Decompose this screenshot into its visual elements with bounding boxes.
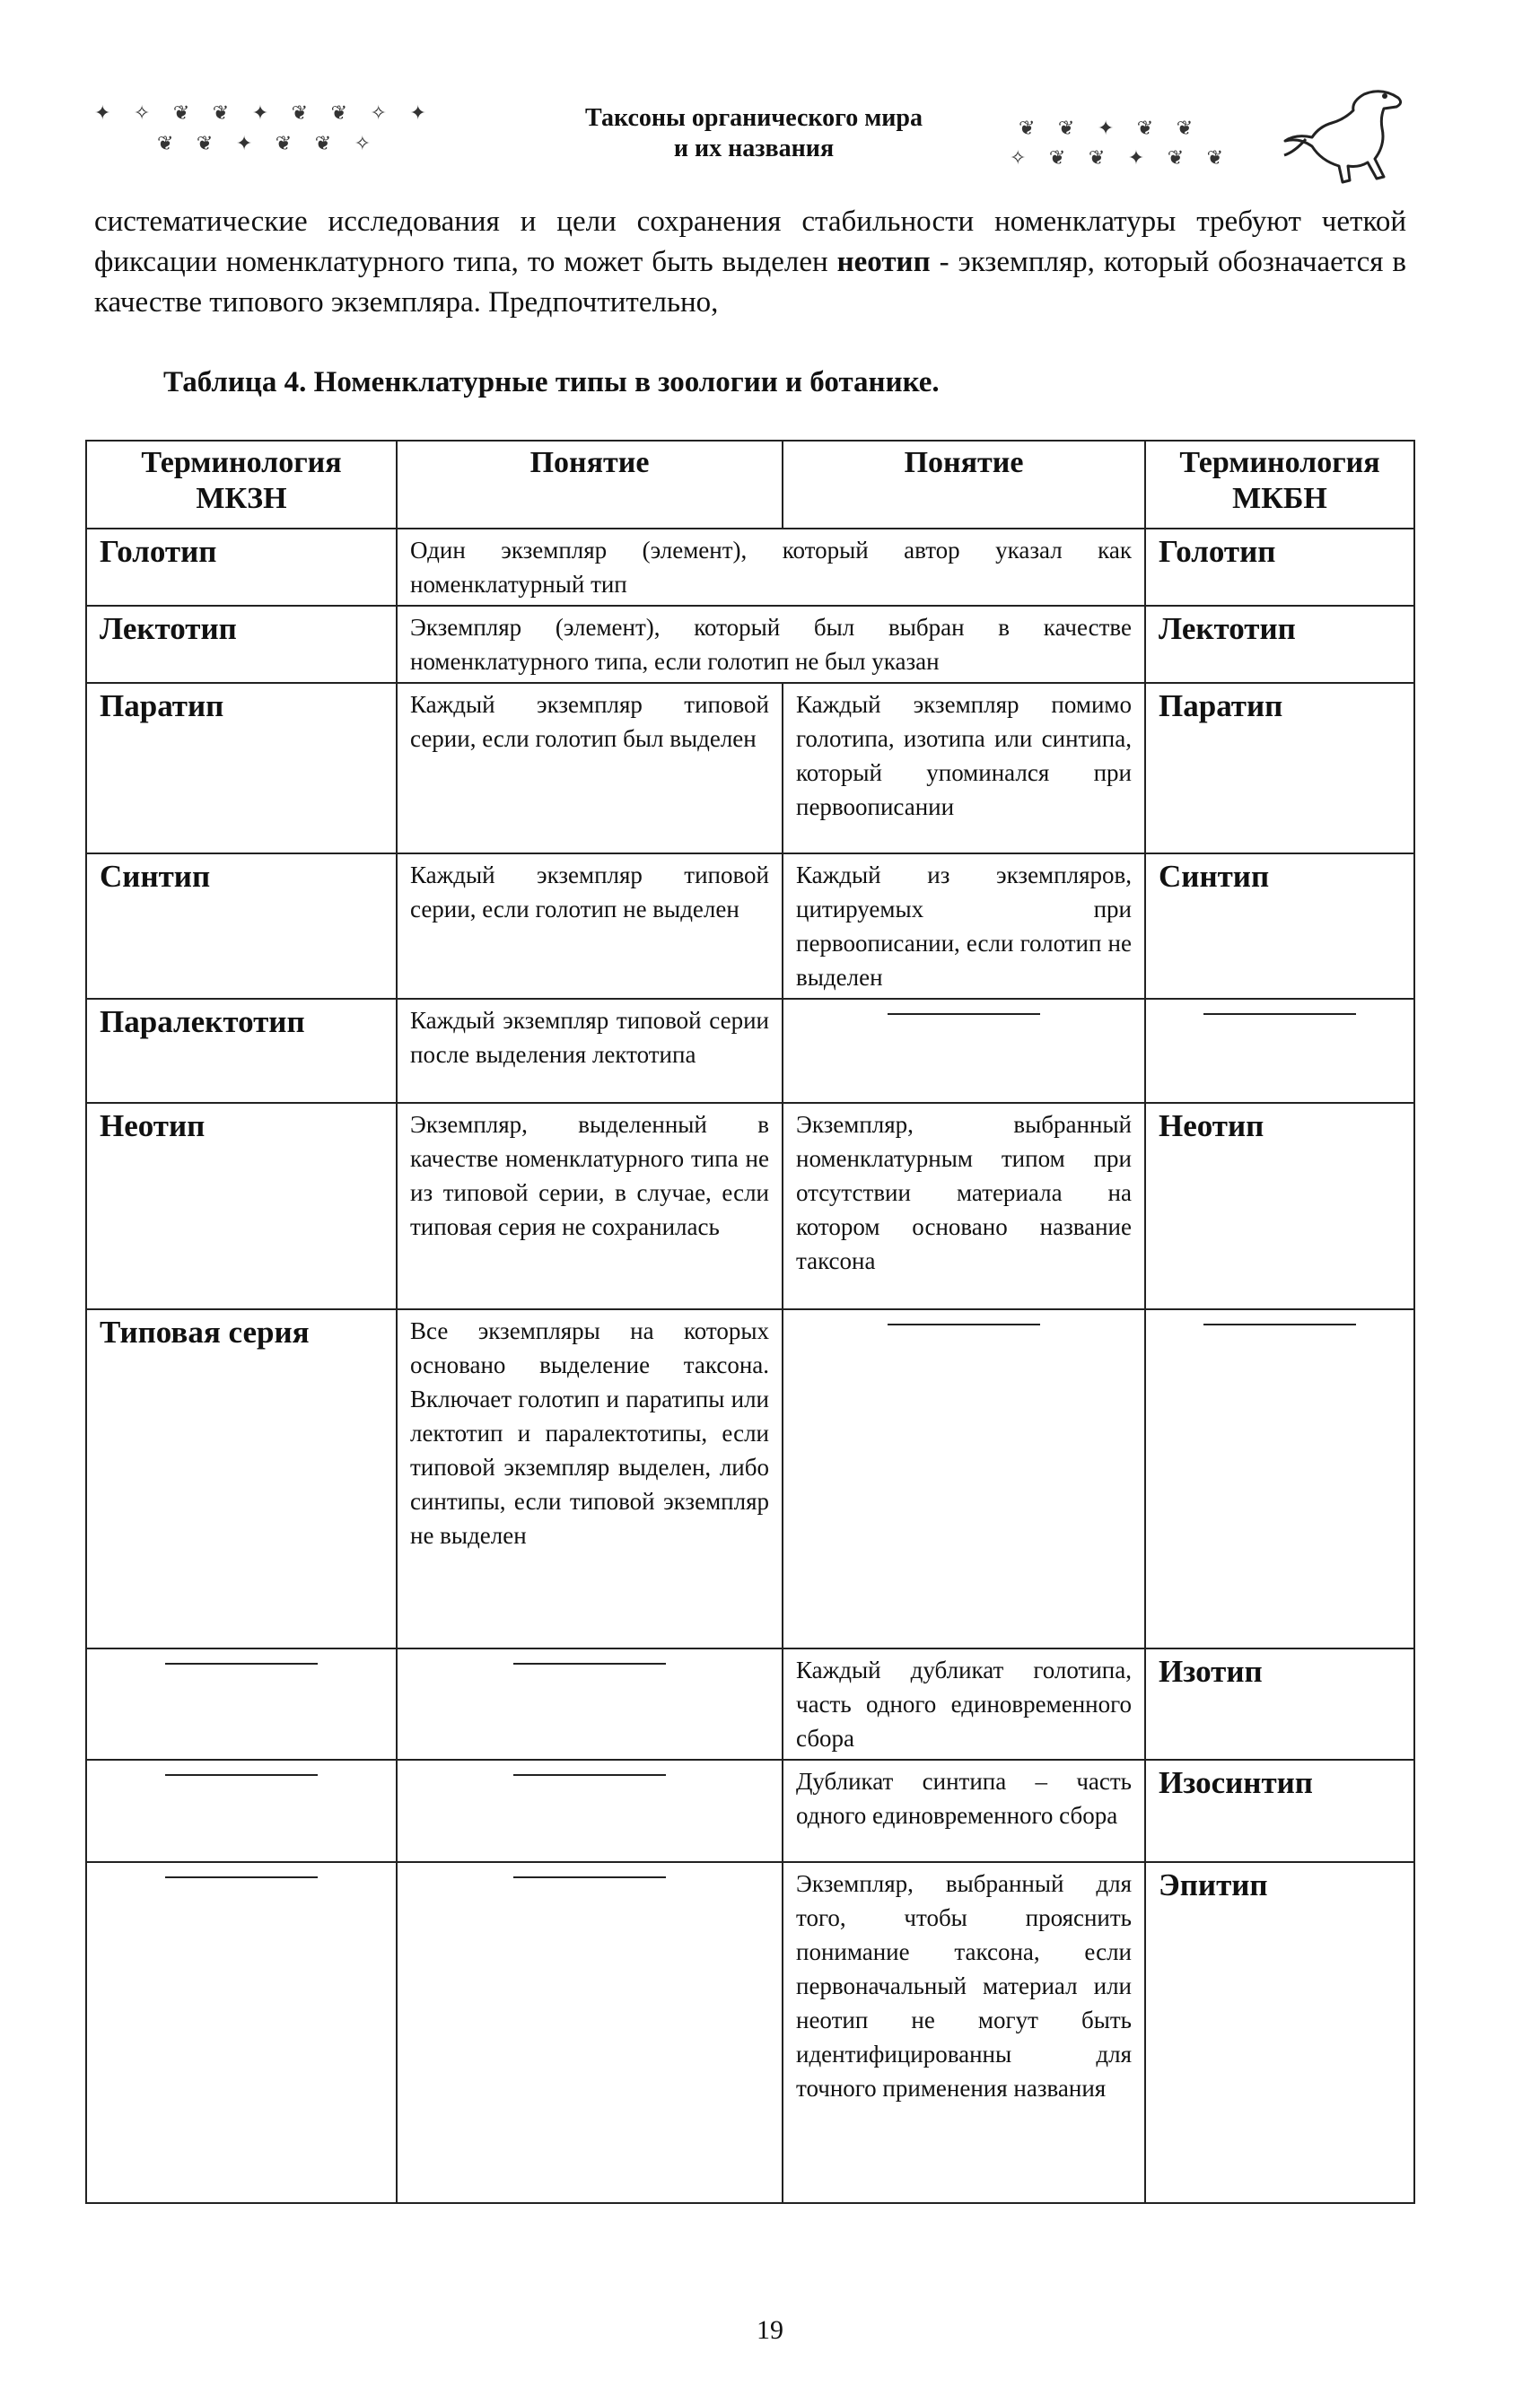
dash-line [888, 1324, 1040, 1325]
intro-bold-term: неотип [836, 246, 931, 278]
empty-dash-cell [86, 1760, 397, 1862]
bot-term: Паратип [1145, 683, 1414, 853]
table-row [86, 1760, 1414, 1862]
header-title-line2: и их названия [673, 135, 835, 162]
header-title [538, 103, 969, 164]
empty-dash-cell [397, 1862, 783, 2203]
ornament-left-top: ✦ ✧ ❦ ❦ ✦ ❦ ❦ ✧ ✦ [94, 101, 435, 124]
empty-dash-cell [1145, 1309, 1414, 1648]
intro-text-before: систематические исследования и цели сохранения стабильности номенклатуры требуют четкой фиксации номенклатурного типа, то может быть выделен [94, 205, 1406, 278]
dash-line [1203, 1013, 1356, 1015]
empty-dash-cell [1145, 999, 1414, 1103]
header-bot-terminology: Терминология МКБН [1145, 441, 1414, 529]
bot-term: Эпитип [1145, 1862, 1414, 2203]
definition-zoo: Все экземпляры на которых основано выделение таксона. Включает голотип и паратипы или лектотип и паралектотипы, если типовой экземпляр выделен, либо синтипы, если типовой экземпляр не выделен [397, 1309, 783, 1648]
zoo-term: Лектотип [86, 606, 397, 683]
ornament-right-bottom: ✧ ❦ ❦ ✦ ❦ ❦ [1010, 146, 1233, 169]
header-title-line1: Таксоны органического мира [585, 104, 923, 132]
empty-dash-cell [397, 1648, 783, 1760]
dash-line [1203, 1324, 1356, 1325]
definition-merged: Экземпляр (элемент), который был выбран в качестве номенклатурного типа, если голотип не был указан [397, 606, 1145, 683]
intro-text-after: - экземпляр, который обозначается в качестве типового экземпляра. Предпочтительно, [94, 246, 1406, 319]
nomenclature-table [85, 440, 1415, 2204]
definition-bot: Каждый дубликат голотипа, часть одного единовременного сбора [783, 1648, 1145, 1760]
table-row [86, 1648, 1414, 1760]
dash-line [165, 1876, 318, 1878]
table-row [86, 1103, 1414, 1309]
definition-zoo: Каждый экземпляр типовой серии, если голотип был выделен [397, 683, 783, 853]
dash-line [513, 1663, 666, 1665]
bot-term: Лектотип [1145, 606, 1414, 683]
bot-term: Изотип [1145, 1648, 1414, 1760]
bot-term: Изосинтип [1145, 1760, 1414, 1862]
definition-bot: Экземпляр, выбранный номенклатурным типом при отсутствии материала на котором основано название таксона [783, 1103, 1145, 1309]
ornament-left-bottom: ❦ ❦ ✦ ❦ ❦ ✧ [157, 132, 381, 154]
dinosaur-icon [1279, 85, 1413, 184]
zoo-term: Голотип [86, 529, 397, 606]
table-row [86, 606, 1414, 683]
table-row [86, 999, 1414, 1103]
header-concept-2: Понятие [783, 441, 1145, 529]
bot-term: Синтип [1145, 853, 1414, 999]
dash-line [165, 1774, 318, 1776]
bot-term: Неотип [1145, 1103, 1414, 1309]
zoo-term: Паралектотип [86, 999, 397, 1103]
table-header-row [86, 441, 1414, 529]
table-row [86, 853, 1414, 999]
dash-line [513, 1774, 666, 1776]
running-header [0, 85, 1540, 184]
definition-bot: Каждый экземпляр помимо голотипа, изотипа или синтипа, который упоминался при первоописании [783, 683, 1145, 853]
definition-bot: Экземпляр, выбранный для того, чтобы прояснить понимание таксона, если первоначальный материал или неотип не могут быть идентифицированны для точного применения названия [783, 1862, 1145, 2203]
dash-line [165, 1663, 318, 1665]
zoo-term: Типовая серия [86, 1309, 397, 1648]
intro-paragraph [94, 202, 1406, 323]
definition-zoo: Экземпляр, выделенный в качестве номенклатурного типа не из типовой серии, в случае, если типовая серия не сохранилась [397, 1103, 783, 1309]
zoo-term: Паратип [86, 683, 397, 853]
zoo-term: Синтип [86, 853, 397, 999]
bot-term: Голотип [1145, 529, 1414, 606]
empty-dash-cell [397, 1760, 783, 1862]
page-number: 19 [757, 2315, 783, 2345]
header-zoo-terminology: Терминология МКЗН [86, 441, 397, 529]
table-row [86, 1862, 1414, 2203]
dash-line [888, 1013, 1040, 1015]
empty-dash-cell [783, 1309, 1145, 1648]
empty-dash-cell [86, 1648, 397, 1760]
ornament-right-top: ❦ ❦ ✦ ❦ ❦ [1019, 117, 1203, 139]
table-row [86, 1309, 1414, 1648]
dash-line [513, 1876, 666, 1878]
empty-dash-cell [86, 1862, 397, 2203]
empty-dash-cell [783, 999, 1145, 1103]
definition-zoo: Каждый экземпляр типовой серии, если голотип не выделен [397, 853, 783, 999]
definition-merged: Один экземпляр (элемент), который автор указал как номенклатурный тип [397, 529, 1145, 606]
zoo-term: Неотип [86, 1103, 397, 1309]
definition-zoo: Каждый экземпляр типовой серии после выделения лектотипа [397, 999, 783, 1103]
header-concept-1: Понятие [397, 441, 783, 529]
table-row [86, 683, 1414, 853]
table-caption: Таблица 4. Номенклатурные типы в зоологии и ботанике. [163, 366, 940, 398]
definition-bot: Дубликат синтипа – часть одного единовременного сбора [783, 1760, 1145, 1862]
definition-bot: Каждый из экземпляров, цитируемых при первоописании, если голотип не выделен [783, 853, 1145, 999]
table-row [86, 529, 1414, 606]
